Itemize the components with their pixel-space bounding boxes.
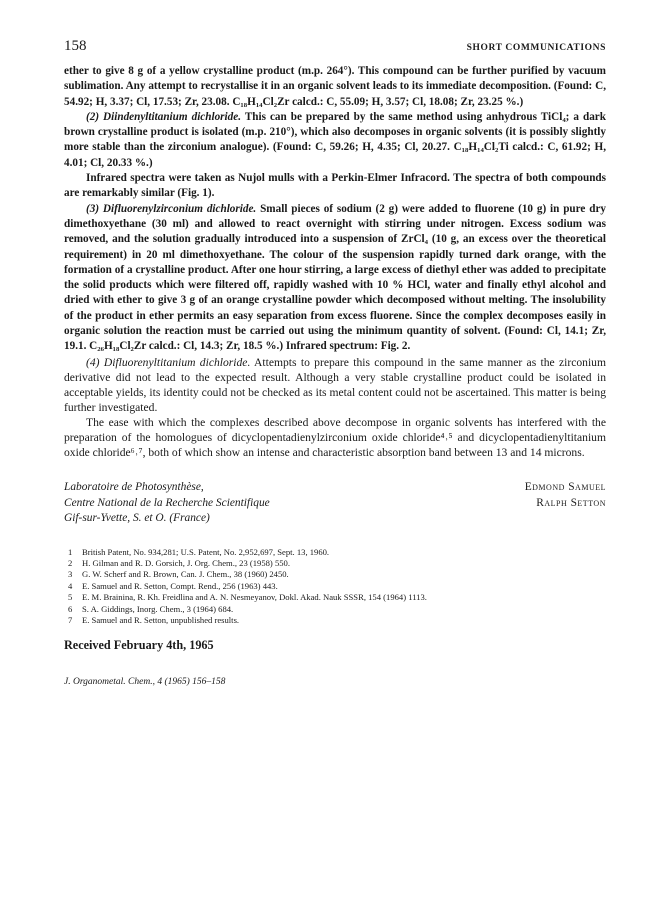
affiliation-line: Laboratoire de Photosynthèse, [64,481,204,494]
compound-heading: (3) Difluorenylzirconium dichloride. [86,202,257,215]
page-number: 158 [64,38,87,54]
paragraph-text: This can be prepared by the same method using anhydrous TiCl₄; a dark brown crystalline product is isolated (m.p. 210°), which also decomposes in organic solvents (it is possibly slightly more stable than the zirconium analogue). (Found: C, 59.26; H, 4.35; Cl, 20.27. C₁₈H₁₄Cl₂Ti calcd.: C, 61.92; H, 4.01; Cl, 20.33 %.) [64,110,606,169]
affiliation [64,480,270,526]
journal-citation: J. Organometal. Chem., 4 (1965) 156–158 [64,677,226,688]
affiliation-block [64,480,606,526]
paragraph-conclusion: The ease with which the complexes described above decompose in organic solvents has interfered with the preparation of the homologues of dicyclopentadienylzirconium oxide chloride⁴˒⁵ and dicyclopentadienyltitanium oxide chloride⁶˒⁷, both of which show an intense and characteristic absorption band between 13 and 14 microns. [64,416,606,460]
reference-text: British Patent, No. 934,281; U.S. Patent, No. 2,952,697, Sept. 13, 1960. [82,546,330,557]
author-name: Ralph Setton [536,496,606,509]
reference-number: 6 [68,603,73,614]
reference-item [68,592,606,603]
reference-item [68,604,606,615]
reference-item [68,569,606,580]
running-head [64,38,606,60]
reference-text: E. Samuel and R. Setton, unpublished results. [82,614,240,625]
reference-number: 5 [68,592,73,603]
journal-page [64,38,606,687]
paragraph-difluorenyltitanium [64,355,606,415]
paragraph-diindenyltitanium [64,110,606,171]
received-date: Received February 4th, 1965 [64,638,214,653]
compound-heading: (4) Difluorenyltitanium dichloride. [86,355,251,369]
reference-number: 4 [68,580,73,591]
affiliation-line: Centre National de la Recherche Scientifique [64,496,270,509]
affiliation-line: Gif-sur-Yvette, S. et O. (France) [64,512,210,525]
reference-item [68,547,606,558]
reference-text: S. A. Giddings, Inorg. Chem., 3 (1964) 684. [82,603,234,614]
reference-text: E. Samuel and R. Setton, Compt. Rend., 256 (1963) 443. [82,580,278,591]
paragraph-continuation: ether to give 8 g of a yellow crystalline product (m.p. 264°). This compound can be further purified by vacuum sublimation. Any attempt to recrystallise it in an organic solvent leads to its immediate decomposition. (Found: C, 54.92; H, 3.37; Cl, 17.53; Zr, 23.08. C₁₈H₁₄Cl₂Zr calcd.: C, 55.09; H, 3.57; Cl, 18.08; Zr, 23.25 %.) [64,65,606,108]
paragraph-difluorenylzirconium [64,202,606,355]
paragraph-text: Small pieces of sodium (2 g) were added to fluorene (10 g) in pure dry dimethoxyethane (30 ml) and allowed to react overnight with stirring under nitrogen. Excess sodium was removed, and the solution gradually introduced into a suspension of ZrCl₄ (10 g, an excess over the theoretical requirement) in 20 ml dimethoxyethane. The colour of the suspension rapidly turned dark orange, with the formation of a crystalline product. After one hour stirring, a large excess of diethyl ether was added to precipitate the solid products which were filtered off, rapidly washed with 10 % HCl, water and finally ethyl alcohol and dried with ether to give 3 g of an orange crystalline powder which decomposed without melting. The insolubility of the product in ether permits an easy separation from excess fluorene. Since the complex decomposes easily in organic solution the reaction must be carried out using the minimum quantity of solvent. (Found: Cl, 14.1; Zr, 19.1. C₂₆H₁₈Cl₂Zr calcd.: Cl, 14.3; Zr, 18.5 %.) Infrared spectrum: Fig. 2. [64,202,606,353]
reference-text: E. M. Brainina, R. Kh. Freidlina and A. N. Nesmeyanov, Dokl. Akad. Nauk SSSR, 154 (1964) 1113. [82,592,427,603]
reference-text: H. Gilman and R. D. Gorsich, J. Org. Chem., 23 (1958) 550. [82,557,290,568]
reference-item [68,615,606,626]
paragraph-infrared: Infrared spectra were taken as Nujol mulls with a Perkin-Elmer Infracord. The spectra of both compounds are remarkably similar (Fig. 1). [64,172,606,200]
reference-text: G. W. Scherf and R. Brown, Can. J. Chem., 38 (1960) 2450. [82,569,289,580]
authors [525,480,606,526]
section-title: SHORT COMMUNICATIONS [466,43,606,53]
reference-number: 2 [68,557,73,568]
author-name: Edmond Samuel [524,481,606,494]
compound-heading: (2) Diindenyltitanium dichloride. [86,110,242,123]
reference-item [68,558,606,569]
paragraph-text: Attempts to prepare this compound in the same manner as the zirconium derivative did not lead to the expected result. Although a very stable crystalline product could be isolated in acceptable yields, its identity could not be checked as its metal content could not be ascertained. This matter is being further investigated. [64,355,606,414]
article-body [64,64,606,460]
reference-number: 7 [68,614,73,625]
reference-list [64,547,606,627]
reference-number: 3 [68,569,73,580]
reference-number: 1 [68,546,73,557]
reference-item [68,581,606,592]
